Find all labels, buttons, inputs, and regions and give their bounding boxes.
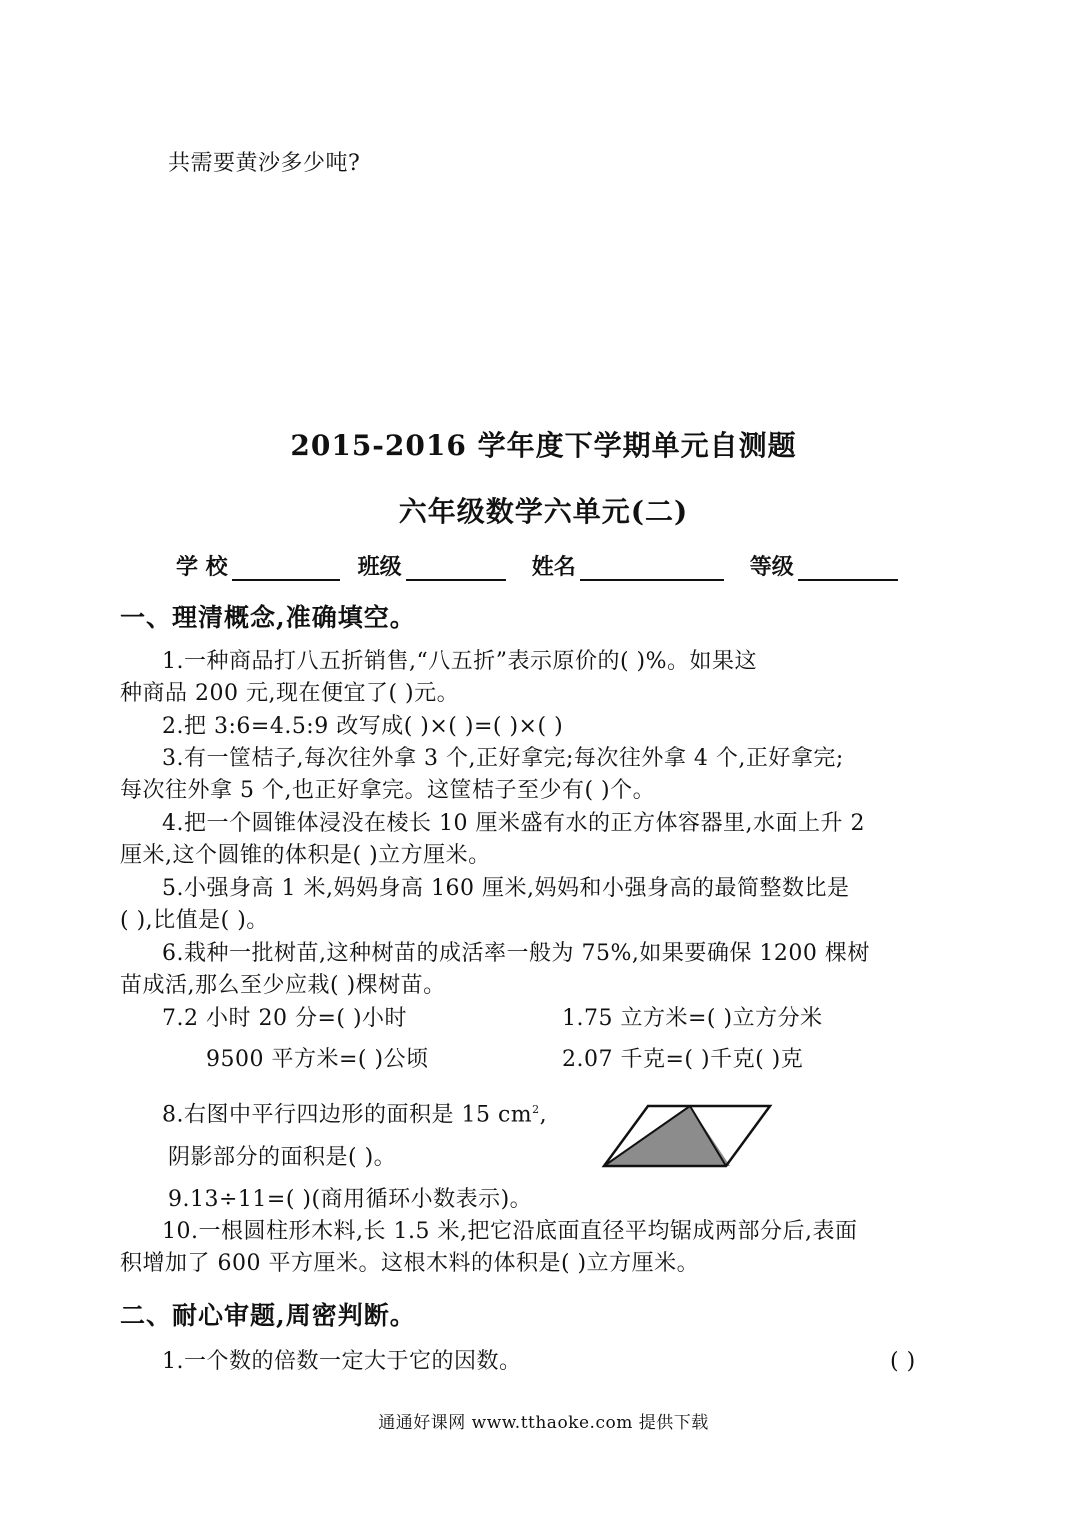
school-field[interactable] (232, 555, 340, 581)
judgement-1-answer-bracket[interactable]: ( ) (890, 1349, 916, 1374)
question-2: 2.把 3:6=4.5:9 改写成( )×( )=( )×( ) (162, 714, 564, 739)
question-10-line-1: 10.一根圆柱形木料,长 1.5 米,把它沿底面直径平均锯成两部分后,表面 (162, 1219, 858, 1244)
question-3-line-1: 3.有一筐桔子,每次往外拿 3 个,正好拿完;每次往外拿 4 个,正好拿完; (162, 746, 844, 771)
school-label: 学 校 (176, 554, 228, 580)
parallelogram-figure (600, 1100, 776, 1170)
question-8-comma: , (539, 1102, 548, 1128)
name-label: 姓名 (531, 554, 576, 580)
question-9: 9.13÷11=( )(商用循环小数表示)。 (168, 1187, 533, 1212)
question-7-part-d: 2.07 千克=( )千克( )克 (562, 1047, 804, 1072)
question-7-part-c: 9500 平方米=( )公顷 (206, 1047, 429, 1072)
question-6-line-1: 6.栽种一批树苗,这种树苗的成活率一般为 75%,如果要确保 1200 棵树 (162, 941, 870, 966)
grade-field[interactable] (798, 555, 898, 581)
class-field[interactable] (406, 555, 506, 581)
section-2-heading: 二、耐心审题,周密判断。 (120, 1301, 416, 1330)
previous-question-tail: 共需要黄沙多少吨? (168, 151, 361, 176)
question-10-line-2: 积增加了 600 平方厘米。这根木料的体积是( )立方厘米。 (120, 1251, 700, 1276)
question-3-line-2: 每次往外拿 5 个,也正好拿完。这筐桔子至少有( )个。 (120, 778, 656, 803)
question-6-line-2: 苗成活,那么至少应栽( )棵树苗。 (120, 973, 446, 998)
question-4-line-1: 4.把一个圆锥体浸没在棱长 10 厘米盛有水的正方体容器里,水面上升 2 (162, 811, 865, 836)
question-5-line-2: ( ),比值是( )。 (120, 908, 269, 933)
grade-label: 等级 (749, 554, 794, 580)
question-7-part-b: 1.75 立方米=( )立方分米 (562, 1006, 823, 1031)
shaded-triangle (604, 1106, 730, 1166)
name-field[interactable] (580, 555, 724, 581)
page-title: 2015-2016 学年度下学期单元自测题 (290, 429, 797, 462)
student-info-row (176, 550, 902, 581)
question-1-line-2: 种商品 200 元,现在便宜了( )元。 (120, 681, 460, 706)
question-1-line-1: 1.一种商品打八五折销售,“八五折”表示原价的( )%。如果这 (162, 649, 758, 674)
question-8-superscript: 2 (532, 1103, 540, 1116)
question-8-line-2: 阴影部分的面积是( )。 (168, 1145, 397, 1170)
page-footer: 通通好课网 www.tthaoke.com 提供下载 (378, 1413, 709, 1433)
class-label: 班级 (357, 554, 402, 580)
question-4-line-2: 厘米,这个圆锥的体积是( )立方厘米。 (120, 843, 491, 868)
question-8-text: 8.右图中平行四边形的面积是 15 cm (162, 1102, 533, 1128)
judgement-1: 1.一个数的倍数一定大于它的因数。 (162, 1349, 522, 1374)
section-1-heading: 一、理清概念,准确填空。 (120, 603, 416, 632)
page-subtitle: 六年级数学六单元(二) (398, 495, 689, 528)
question-7-part-a: 7.2 小时 20 分=( )小时 (162, 1006, 408, 1031)
question-5-line-1: 5.小强身高 1 米,妈妈身高 160 厘米,妈妈和小强身高的最简整数比是 (162, 876, 850, 901)
question-8-line-1 (162, 1094, 547, 1131)
